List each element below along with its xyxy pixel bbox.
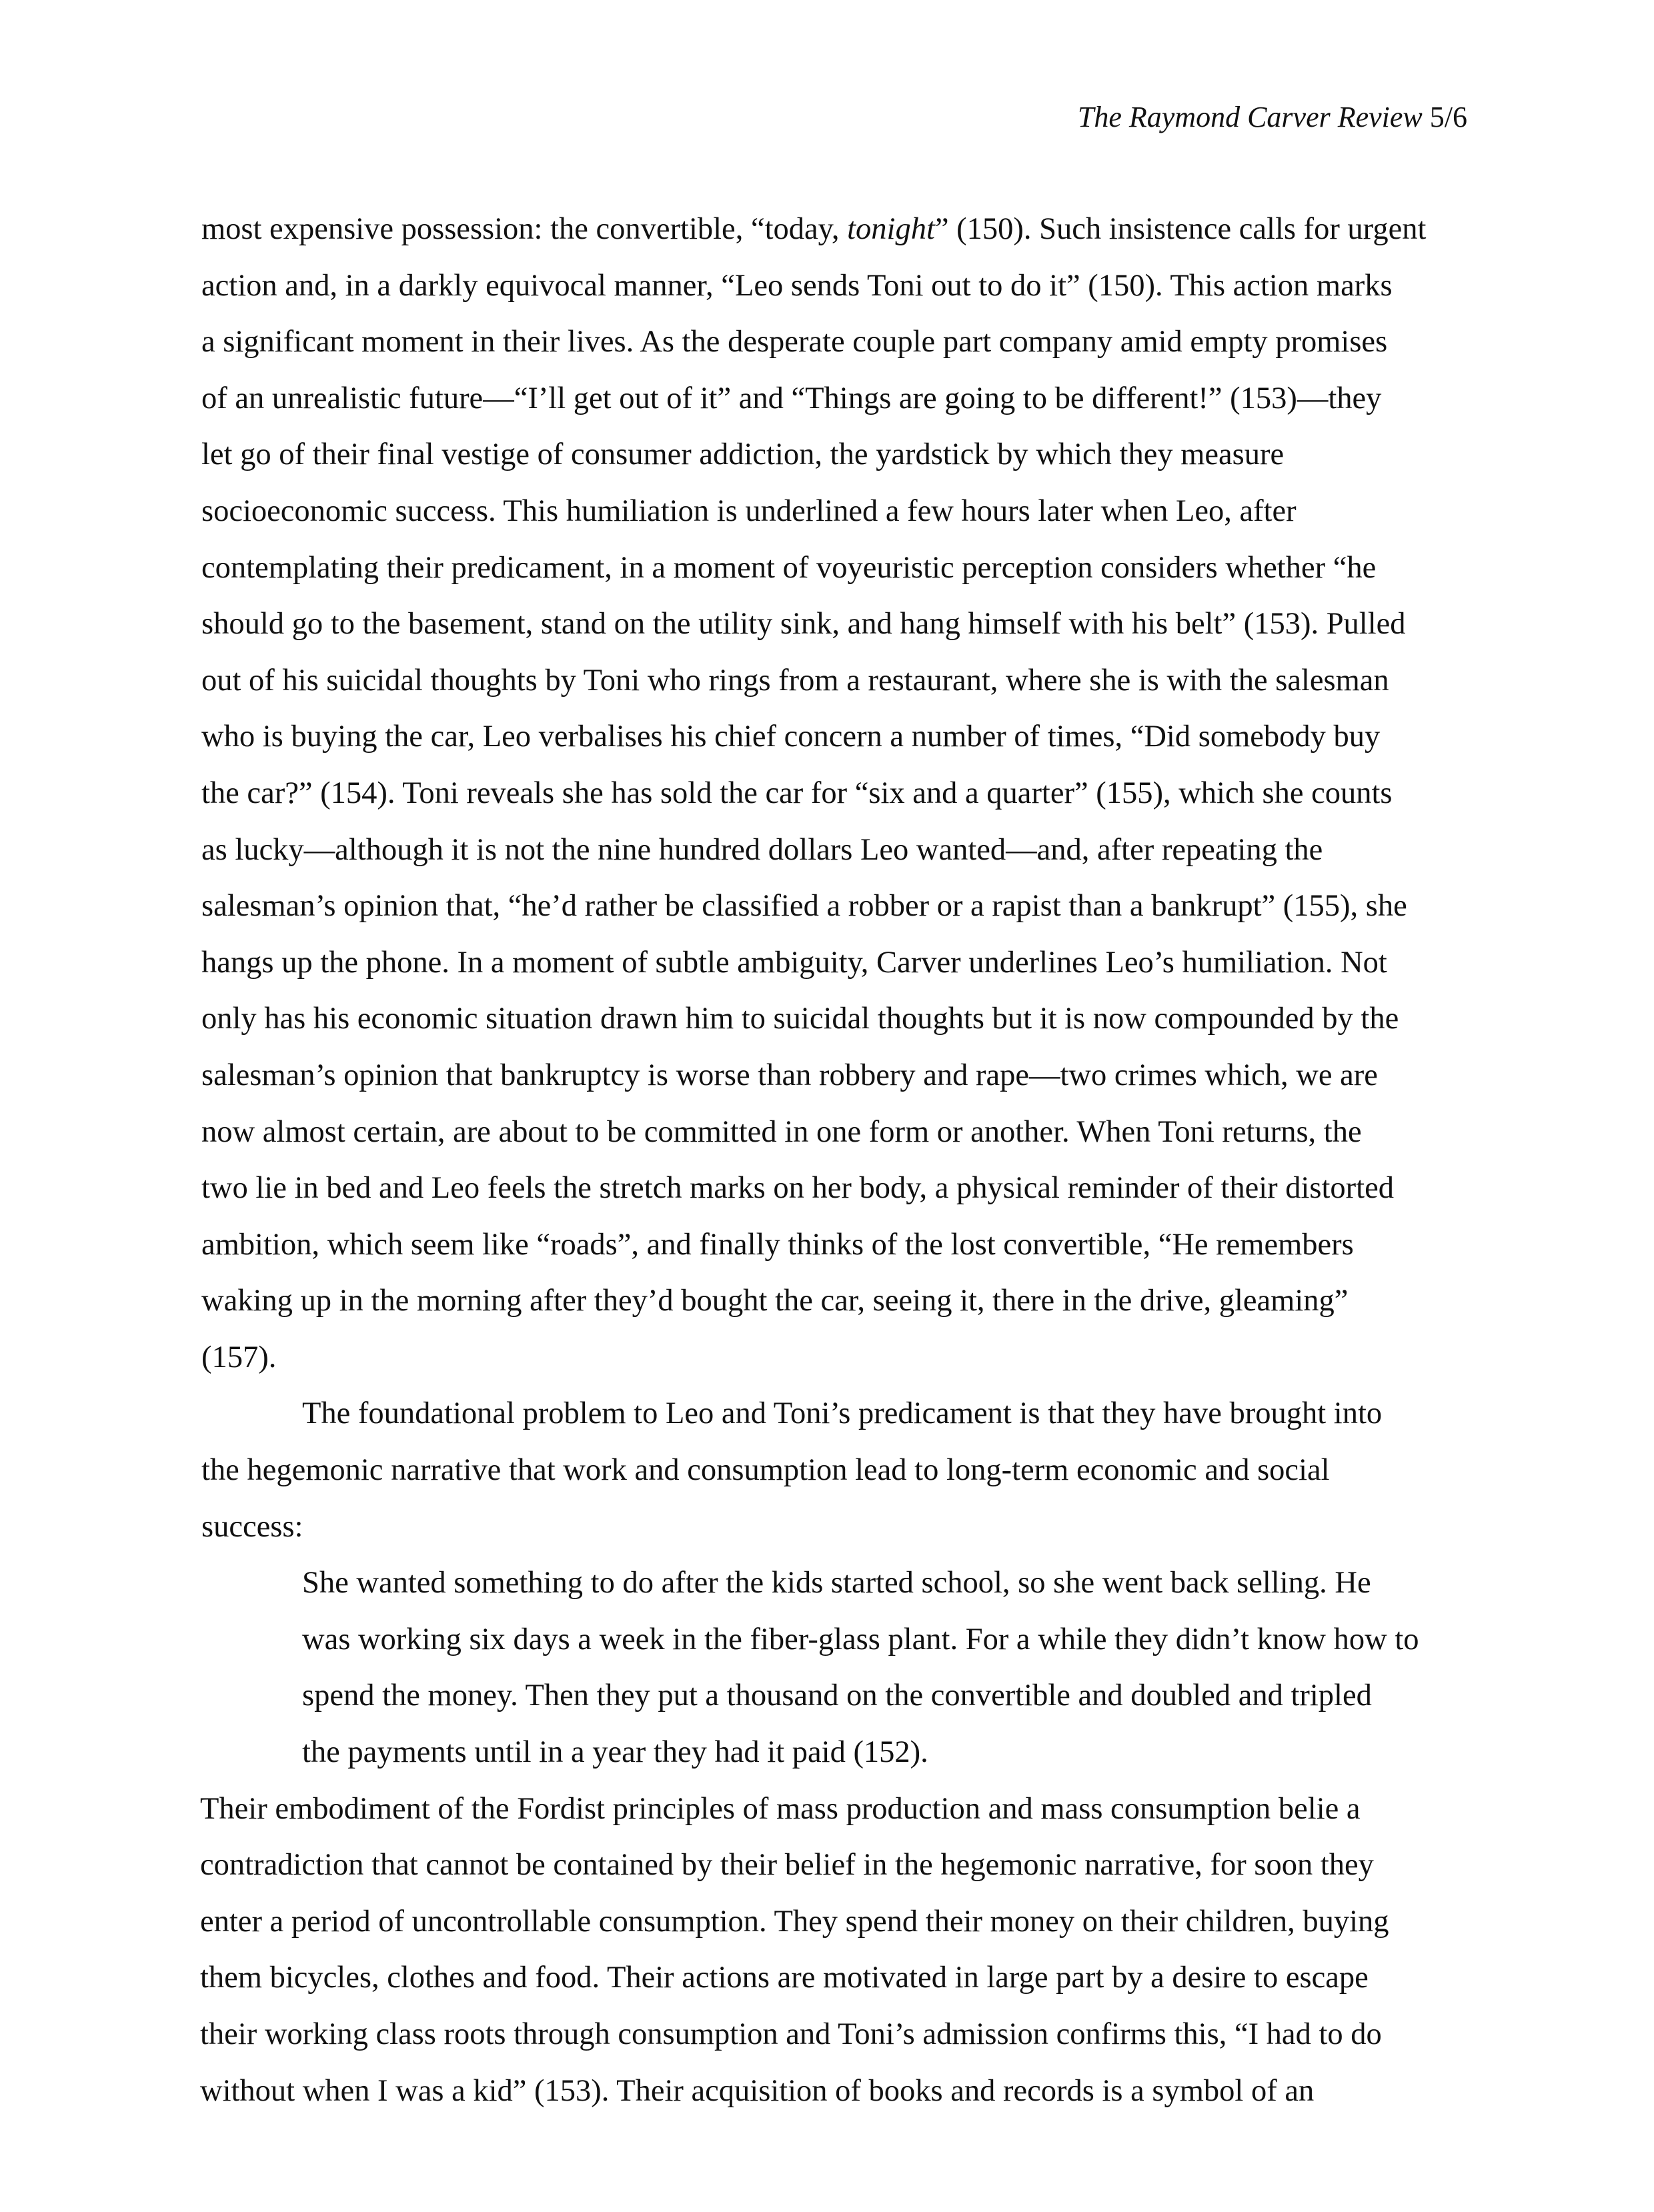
text-line: action and, in a darkly equivocal manner, “Leo sends Toni out to do it” (150). This action marks — [201, 268, 1393, 303]
paragraph-continued — [201, 201, 1469, 1386]
text-line: two lie in bed and Leo feels the stretch marks on her body, a physical reminder of their distorted — [201, 1171, 1394, 1206]
quote-line: was working six days a week in the fiber-glass plant. For a while they didn’t know how to — [302, 1622, 1419, 1656]
text-line: Their embodiment of the Fordist principles of mass production and mass consumption belie a — [200, 1791, 1361, 1826]
text-line: their working class roots through consumption and Toni’s admission confirms this, “I had to do — [200, 2017, 1382, 2051]
text-line: salesman’s opinion that bankruptcy is worse than robbery and rape—two crimes which, we are — [201, 1058, 1378, 1092]
page-number: 5/6 — [1429, 101, 1467, 133]
quote-line: the payments until in a year they had it paid (152). — [302, 1735, 928, 1770]
text-line: let go of their final vestige of consumer addiction, the yardstick by which they measure — [201, 437, 1285, 472]
quote-line: She wanted something to do after the kids started school, so she went back selling. He — [302, 1566, 1371, 1600]
running-header — [1078, 99, 1467, 136]
quote-line: spend the money. Then they put a thousand on the convertible and doubled and tripled — [302, 1679, 1372, 1713]
text-line: as lucky—although it is not the nine hundred dollars Leo wanted—and, after repeating the — [201, 832, 1323, 867]
block-quote — [201, 1555, 1469, 1781]
text-line: without when I was a kid” (153). Their acquisition of books and records is a symbol of an — [200, 2073, 1315, 2108]
text-line: The foundational problem to Leo and Toni’s predicament is that they have brought into — [302, 1396, 1383, 1431]
text-line: enter a period of uncontrollable consumption. They spend their money on their children, buying — [200, 1904, 1389, 1939]
text-line: who is buying the car, Leo verbalises his chief concern a number of times, “Did somebody buy — [201, 720, 1381, 754]
text-line: (157). — [201, 1340, 277, 1374]
text-line: waking up in the morning after they’d bought the car, seeing it, there in the drive, gleaming” — [201, 1284, 1349, 1318]
text-line: the hegemonic narrative that work and consumption lead to long-term economic and social — [201, 1453, 1330, 1488]
text-line: contemplating their predicament, in a moment of voyeuristic perception considers whether “he — [201, 550, 1377, 585]
text-line: of an unrealistic future—“I’ll get out of it” and “Things are going to be different!” (153)—they — [201, 381, 1382, 415]
text-line: socioeconomic success. This humiliation is underlined a few hours later when Leo, after — [201, 493, 1297, 528]
text-line: now almost certain, are about to be committed in one form or another. When Toni returns, the — [201, 1114, 1362, 1149]
text-line: only has his economic situation drawn him to suicidal thoughts but it is now compounded by the — [201, 1002, 1399, 1036]
text-line: them bicycles, clothes and food. Their actions are motivated in large part by a desire to escape — [200, 1961, 1369, 1995]
paragraph — [201, 1386, 1469, 1555]
journal-title: The Raymond Carver Review — [1077, 101, 1423, 133]
text-line: the car?” (154). Toni reveals she has sold the car for “six and a quarter” (155), which she counts — [201, 776, 1393, 810]
text-line: should go to the basement, stand on the utility sink, and hang himself with his belt” (153). Pulled — [201, 607, 1406, 642]
text-line: salesman’s opinion that, “he’d rather be classified a robber or a rapist than a bankrupt” (155), she — [201, 889, 1407, 924]
text-line: contradiction that cannot be contained by their belief in the hegemonic narrative, for soon they — [200, 1848, 1374, 1883]
body-text — [201, 201, 1469, 2119]
text-line: hangs up the phone. In a moment of subtle ambiguity, Carver underlines Leo’s humiliation. Not — [201, 945, 1387, 980]
text-line: ambition, which seem like “roads”, and finally thinks of the lost convertible, “He remembers — [201, 1227, 1354, 1262]
text-line: out of his suicidal thoughts by Toni who rings from a restaurant, where she is with the salesman — [201, 663, 1389, 698]
text-line: success: — [201, 1509, 303, 1544]
paragraph — [200, 1781, 1469, 2120]
text-line: most expensive possession: the convertible, “today, tonight” (150). Such insistence calls for urgent — [201, 212, 1427, 246]
text-line: a significant moment in their lives. As the desperate couple part company amid empty promises — [201, 325, 1388, 359]
emphasis-tonight: tonight — [847, 212, 935, 246]
